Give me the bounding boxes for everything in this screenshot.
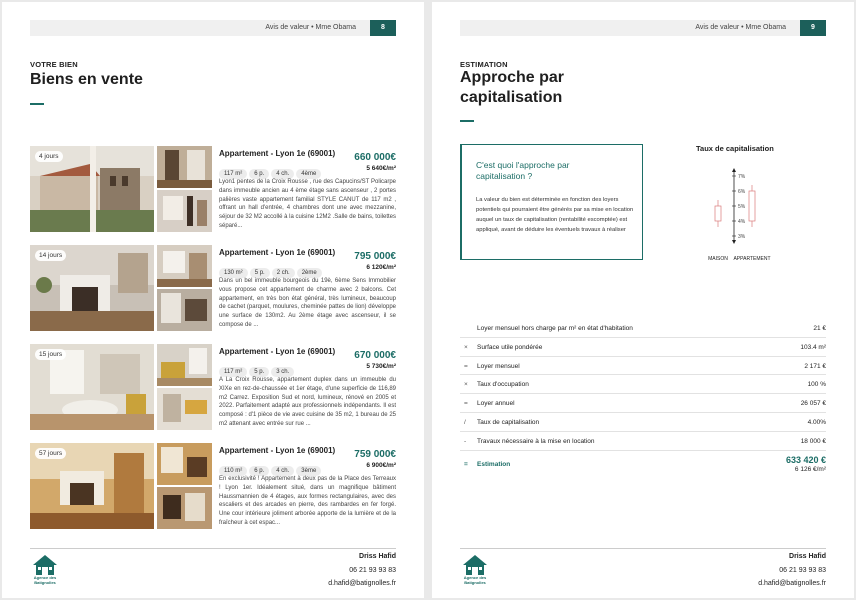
feature-chip: 2 ch. bbox=[272, 268, 295, 278]
listing-info bbox=[219, 146, 396, 232]
feature-chip: 110 m² bbox=[219, 466, 247, 476]
feature-chip: 3ème bbox=[296, 466, 321, 476]
listing-info bbox=[219, 344, 396, 430]
listing-title[interactable]: Appartement - Lyon 1e (69001) bbox=[219, 347, 336, 356]
page-title-line-2: capitalisation bbox=[460, 89, 563, 106]
listing-price-per-m2: 5 730€/m² bbox=[366, 363, 396, 370]
listing-title[interactable]: Appartement - Lyon 1e (69001) bbox=[219, 446, 336, 455]
table-row bbox=[460, 394, 826, 413]
house-logo-icon bbox=[30, 554, 60, 576]
row-value: 100 % bbox=[807, 381, 826, 389]
row-value: 4.00% bbox=[807, 418, 826, 426]
listing-photo-thumb[interactable] bbox=[157, 146, 212, 188]
listing-description: En exclusivité ! Appartement à deux pas de la Place des Terreaux ! Lyon 1er. Idéalement situé, dans un magnifique bâtiment Haussmannien de 4 étages, aux formes rectangulaires, avec des escaliers et des arcades en pierre, des rambardes en fer forgé. Une cour intérieure joliment arborée apporte de la lumière et de la fraîcheur à cet espac... bbox=[219, 476, 396, 526]
days-on-market-badge: 14 jours bbox=[35, 250, 66, 261]
row-value: 21 € bbox=[813, 325, 826, 332]
header-breadcrumb: Avis de valeur • Mme Obama bbox=[695, 24, 786, 31]
estimation-label: Estimation bbox=[477, 460, 511, 468]
title-accent-rule bbox=[460, 120, 474, 122]
listing-photo-thumb[interactable] bbox=[157, 443, 212, 485]
row-operator: / bbox=[464, 418, 466, 426]
page-header-bar bbox=[460, 20, 826, 36]
agency-logo bbox=[460, 554, 490, 590]
table-row bbox=[460, 338, 826, 357]
axis-arrow-down bbox=[732, 240, 736, 244]
page-header-bar bbox=[30, 20, 396, 36]
listing-price: 660 000€ bbox=[354, 152, 396, 163]
listing-price-per-m2: 6 120€/m² bbox=[366, 264, 396, 271]
agent-name: Driss Hafid bbox=[789, 553, 826, 560]
table-row bbox=[460, 357, 826, 376]
listing-photo-thumb[interactable] bbox=[157, 190, 212, 232]
row-operator: = bbox=[464, 400, 468, 408]
page-number: 9 bbox=[800, 20, 826, 36]
agent-phone[interactable]: 06 21 93 93 83 bbox=[779, 567, 826, 574]
agency-logo bbox=[30, 554, 60, 590]
row-operator: × bbox=[464, 343, 468, 351]
footer-divider bbox=[460, 548, 826, 549]
chart-title: Taux de capitalisation bbox=[696, 144, 774, 153]
page-approche-capitalisation bbox=[432, 2, 854, 598]
table-row bbox=[460, 413, 826, 432]
listing-price: 795 000€ bbox=[354, 251, 396, 262]
page-number: 8 bbox=[370, 20, 396, 36]
chart-tick-label: 4% bbox=[738, 219, 746, 225]
listing-card[interactable] bbox=[30, 146, 396, 232]
chart-tick-label: 7% bbox=[738, 174, 746, 180]
listing-photo-thumb[interactable] bbox=[157, 487, 212, 529]
header-breadcrumb: Avis de valeur • Mme Obama bbox=[265, 24, 356, 31]
row-operator: = bbox=[464, 362, 468, 370]
table-row bbox=[460, 319, 826, 338]
series-label: APPARTEMENT bbox=[733, 256, 771, 262]
section-kicker: VOTRE BIEN bbox=[30, 60, 78, 69]
page-biens-en-vente bbox=[2, 2, 424, 598]
listing-card[interactable] bbox=[30, 245, 396, 331]
estimation-value: 633 420 € bbox=[785, 454, 826, 465]
listing-title[interactable]: Appartement - Lyon 1e (69001) bbox=[219, 149, 336, 158]
row-label: Loyer annuel bbox=[477, 400, 515, 408]
footer-divider bbox=[30, 548, 396, 549]
row-operator: - bbox=[464, 437, 467, 445]
series-label: MAISON bbox=[708, 256, 728, 262]
page-title-line-1: Approche par bbox=[460, 69, 565, 86]
feature-chip: 4 ch. bbox=[271, 169, 294, 179]
listing-title[interactable]: Appartement - Lyon 1e (69001) bbox=[219, 248, 336, 257]
days-on-market-badge: 57 jours bbox=[35, 448, 66, 459]
listing-description: Lyon1 pentes de la Croix Rousse , rue des Capucins/ST Policarpe dans immeuble ancien au 4 ème étage sans ascenseur , 2 portes palières vaste appartement familial STYLE CANUT de 117 m2 , offrant un hall d'entrée, 4 chambres dont une avec mezzanine, séjour de 32 M2 accollé à la cuisine 12M2 .Salle de bains, toilettes séparé... bbox=[219, 179, 396, 229]
feature-chip: 130 m² bbox=[219, 268, 248, 278]
listing-description: Dans un bel immeuble bourgeois du 19è, 6ème Sens Immobilier vous propose cet appartement de charme avec 2 balcons. Cet appartement, en très bon état général, très lumineux, beaucoup de cachet (parquet, moulures, cheminée pattes de lion) développe une surface de 130m2. Au 2ème étage avec ascenseur, il se compose de ... bbox=[219, 278, 396, 328]
axis-arrow-up bbox=[732, 168, 736, 172]
listing-photo-thumb[interactable] bbox=[157, 245, 212, 287]
feature-chip: 4ème bbox=[296, 169, 321, 179]
listing-price: 670 000€ bbox=[354, 350, 396, 361]
row-label: Travaux nécessaire à la mise en location bbox=[477, 437, 595, 445]
feature-chip: 6 p. bbox=[249, 169, 269, 179]
range-box bbox=[715, 206, 721, 221]
listing-photo-thumb[interactable] bbox=[157, 388, 212, 430]
table-row bbox=[460, 432, 826, 451]
agent-email[interactable]: d.hafid@batignolles.fr bbox=[328, 580, 396, 587]
row-value: 103.4 m² bbox=[800, 343, 826, 351]
days-on-market-badge: 15 jours bbox=[35, 349, 66, 360]
logo-text: Agence des Batignolles bbox=[33, 575, 57, 585]
listing-card[interactable] bbox=[30, 344, 396, 430]
feature-chip: 3 ch. bbox=[271, 367, 294, 377]
row-label: Loyer mensuel bbox=[477, 362, 520, 370]
estimation-row bbox=[460, 451, 826, 479]
row-label: Taux de capitalisation bbox=[477, 418, 540, 426]
feature-chip: 117 m² bbox=[219, 169, 247, 179]
range-box bbox=[749, 191, 755, 221]
listing-card[interactable] bbox=[30, 443, 396, 529]
chart-tick-label: 3% bbox=[738, 234, 746, 240]
days-on-market-badge: 4 jours bbox=[35, 151, 63, 162]
agent-email[interactable]: d.hafid@batignolles.fr bbox=[758, 580, 826, 587]
chart-tick-label: 5% bbox=[738, 204, 746, 210]
row-value: 2 171 € bbox=[804, 362, 826, 370]
row-label: Loyer mensuel hors charge par m² en état d'habitation bbox=[477, 325, 633, 332]
page-title: Biens en vente bbox=[30, 71, 143, 88]
listing-photo-thumb[interactable] bbox=[157, 344, 212, 386]
house-logo-icon bbox=[460, 554, 490, 576]
definition-box bbox=[460, 144, 643, 260]
estimation-per-m2: 6 126 €/m² bbox=[794, 465, 826, 473]
listing-price: 759 000€ bbox=[354, 449, 396, 460]
listing-price-per-m2: 6 900€/m² bbox=[366, 462, 396, 469]
agent-phone[interactable]: 06 21 93 93 83 bbox=[349, 567, 396, 574]
feature-chip: 117 m² bbox=[219, 367, 247, 377]
row-operator: = bbox=[464, 460, 468, 468]
row-operator: × bbox=[464, 381, 468, 389]
feature-chip: 6 p. bbox=[249, 466, 269, 476]
calculation-table bbox=[460, 319, 826, 479]
row-value: 26 057 € bbox=[800, 400, 826, 408]
listing-info bbox=[219, 443, 396, 529]
feature-chip: 5 p. bbox=[250, 268, 270, 278]
row-label: Taux d'occupation bbox=[477, 381, 529, 389]
definition-text: La valeur du bien est déterminée en fonction des loyers potentiels qui pourraient être générés par sa mise en location auquel un taux de capitalisation (rentabilité escomptée) est appliqué, avant de déduire les éventuels travaux à réaliser bbox=[476, 197, 634, 233]
logo-text: Agence des Batignolles bbox=[463, 575, 487, 585]
listing-price-per-m2: 5 640€/m² bbox=[366, 165, 396, 172]
feature-chip: 5 p. bbox=[249, 367, 269, 377]
title-accent-rule bbox=[30, 103, 44, 105]
section-kicker: ESTIMATION bbox=[460, 60, 508, 69]
feature-chip: 2ème bbox=[297, 268, 322, 278]
row-value: 18 000 € bbox=[800, 437, 826, 445]
agent-name: Driss Hafid bbox=[359, 553, 396, 560]
capitalisation-rate-chart bbox=[694, 162, 776, 262]
listing-description: A La Croix Rousse, appartement duplex dans un immeuble du XIXe en rez-de-chaussée et 1er étage, d'une superficie de 116,89 m2 Carrez. Exposition Sud et nord, lumineux, rénové en 2005 et 2022. Parfaitement adapté aux professionnels indépendants. Il est composé : d'1 pièce de vie avec cuisine de 35 m2, 1 bureau de 25 m2 attenant avec entrée sur rue ... bbox=[219, 377, 396, 427]
feature-chip: 4 ch. bbox=[271, 466, 294, 476]
listing-info bbox=[219, 245, 396, 331]
table-row bbox=[460, 375, 826, 394]
row-label: Surface utile pondérée bbox=[477, 343, 543, 351]
chart-tick-label: 6% bbox=[738, 189, 746, 195]
definition-title: C'est quoi l'approche par capitalisation ? bbox=[476, 160, 570, 181]
listing-photo-thumb[interactable] bbox=[157, 289, 212, 331]
